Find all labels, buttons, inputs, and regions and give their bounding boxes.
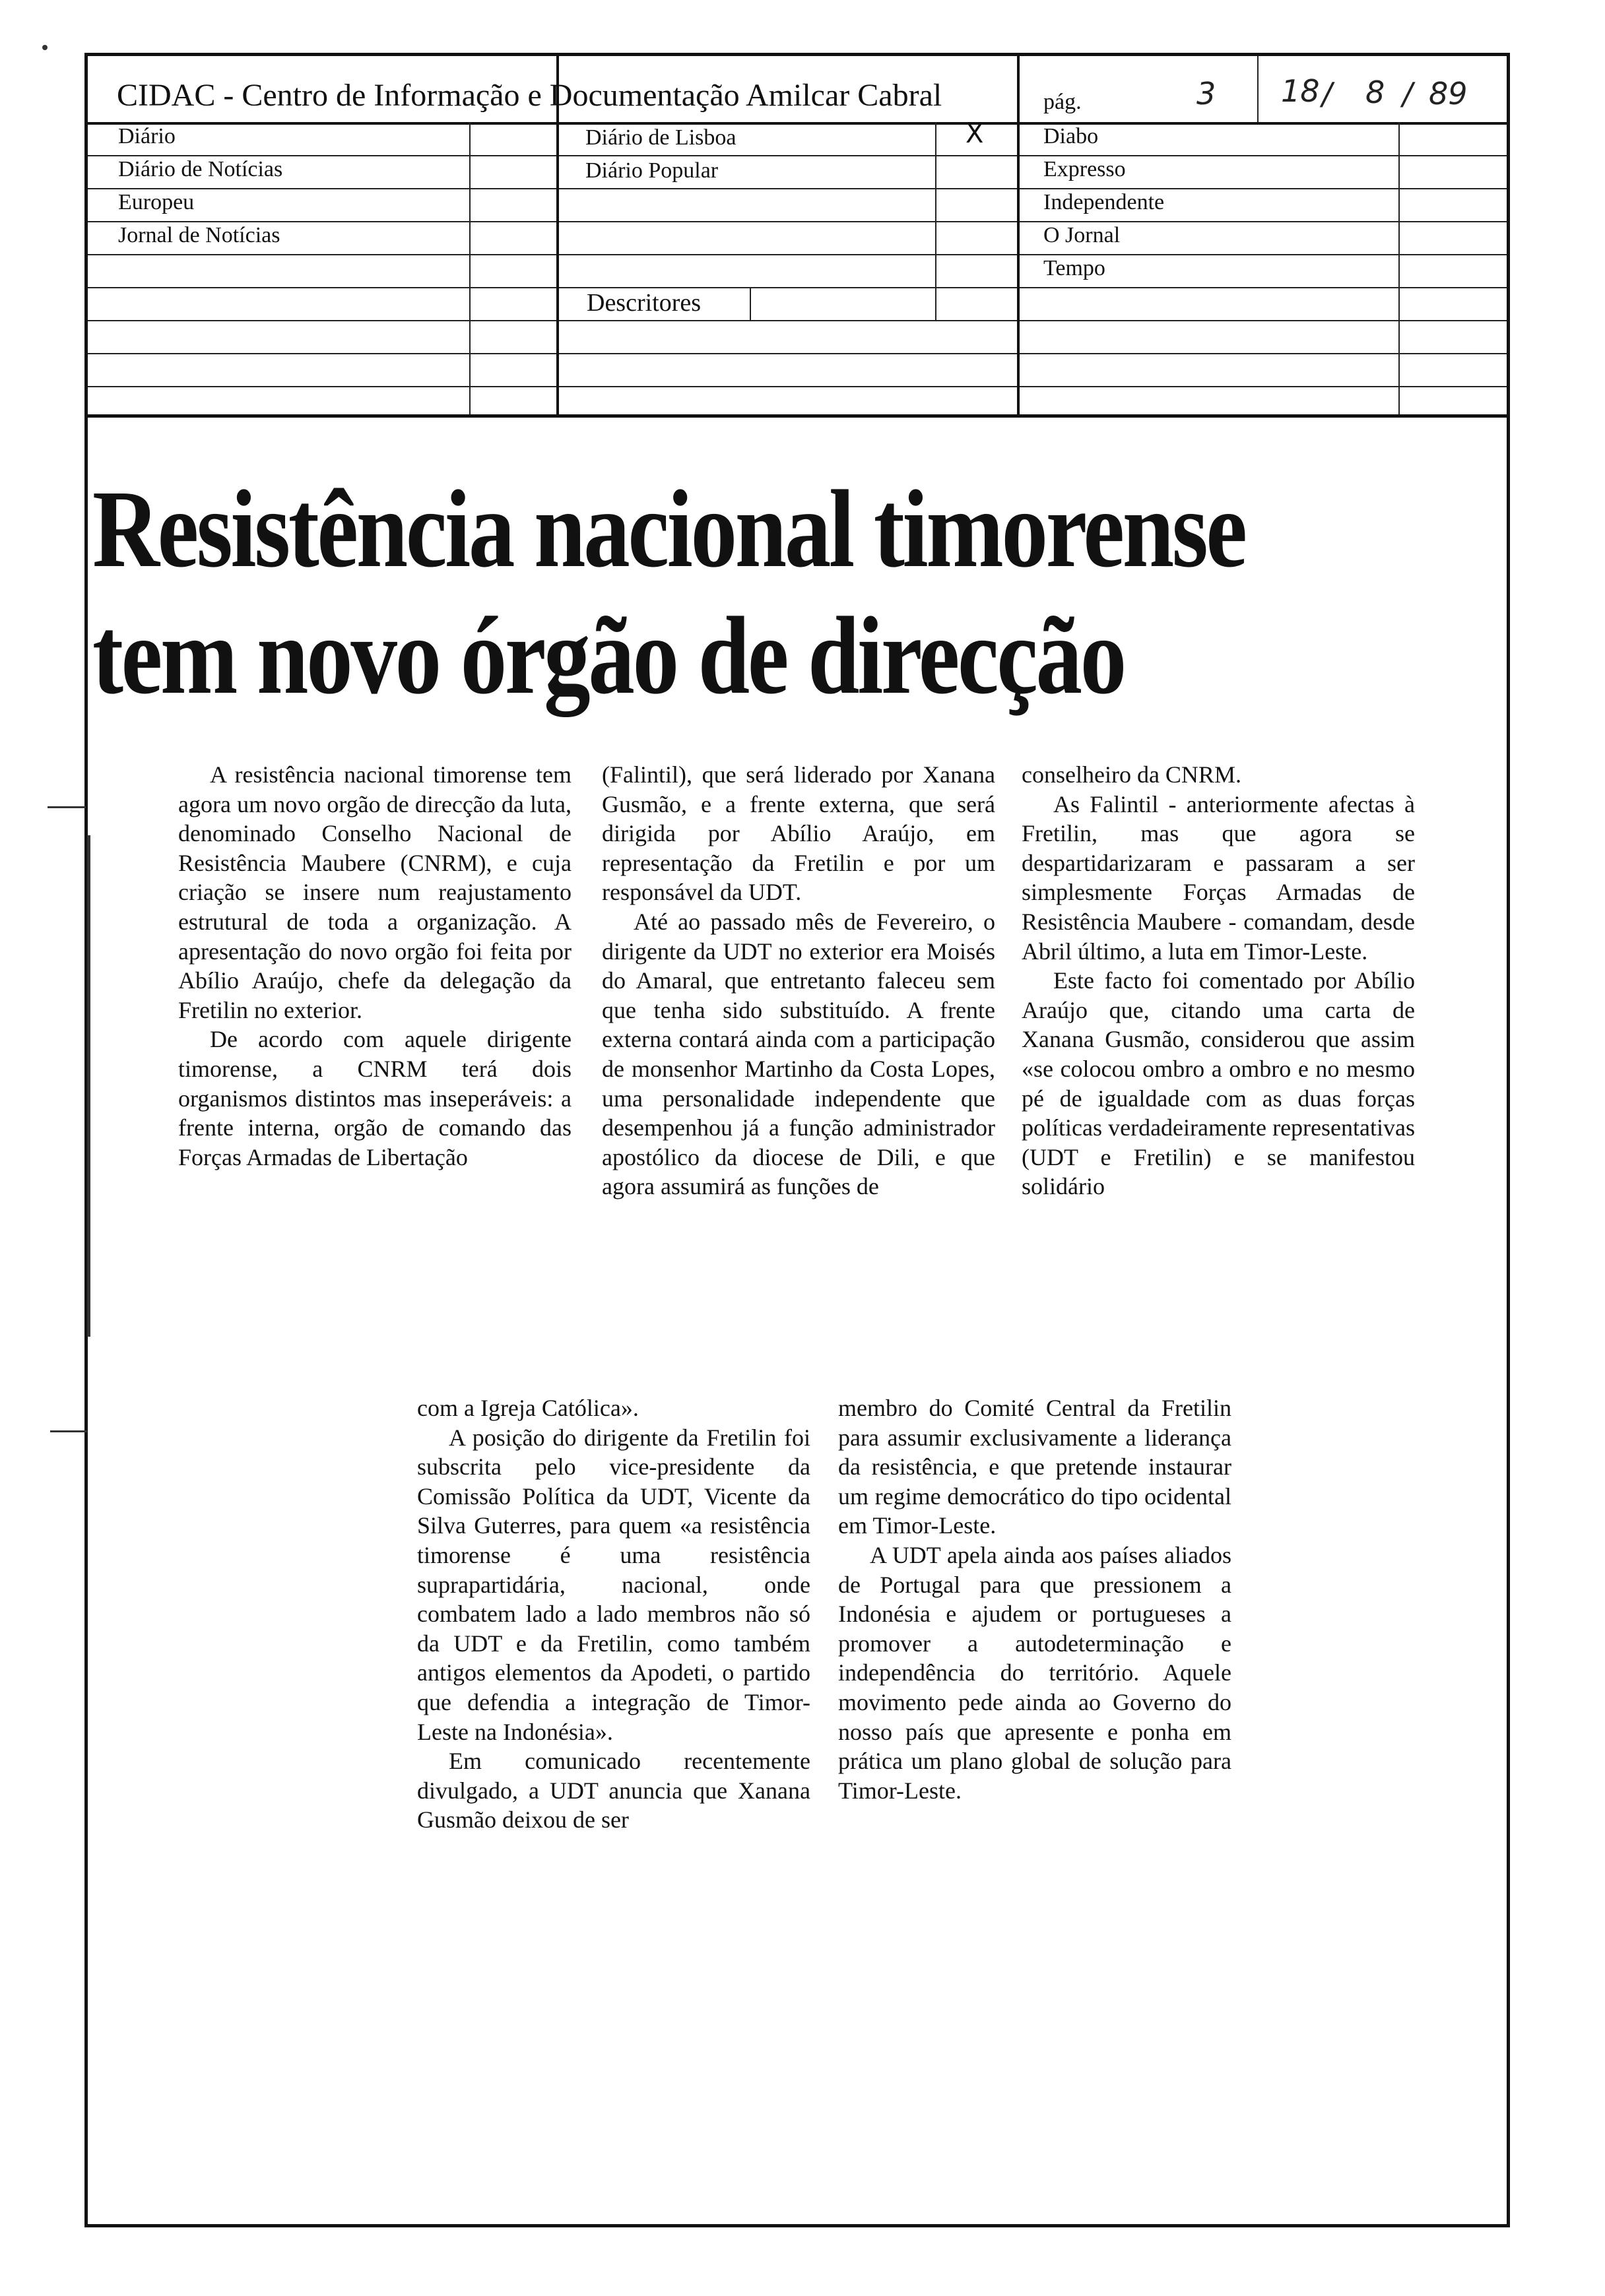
paragraph: (Falintil), que será liderado por Xanana Gusmão, e a frente externa, que será dirigida por Abílio Araújo, em representação da Fretilin e por um responsável da UDT. bbox=[602, 761, 995, 906]
page-number: 3 bbox=[1196, 76, 1216, 112]
source-jornal-de-noticias: Jornal de Notícias bbox=[118, 223, 280, 247]
source-expresso: Expresso bbox=[1043, 157, 1126, 181]
article-column-5 bbox=[838, 1393, 1231, 1805]
source-o-jornal: O Jornal bbox=[1043, 223, 1121, 247]
paragraph: com a Igreja Católica». bbox=[417, 1395, 639, 1421]
paragraph: conselheiro da CNRM. bbox=[1022, 761, 1241, 788]
article-column-1 bbox=[178, 760, 572, 1172]
date-year: 89 bbox=[1429, 76, 1468, 112]
paragraph: A resistência nacional timorense tem agora um novo orgão de direcção da luta, denominado Conselho Nacional de Resistência Maubere (CNRM), e cuja criação se insere num reajustamento estrutural de toda a organização. A apresentação do novo orgão foi feita por Abílio Araújo, chefe da delegação da Fretilin no exterior. bbox=[178, 761, 572, 1023]
scan-mark bbox=[48, 806, 86, 808]
date-separator: / bbox=[1402, 76, 1413, 112]
source-diario-de-noticias: Diário de Notícias bbox=[118, 157, 283, 181]
date-day: 18 bbox=[1281, 73, 1320, 109]
paragraph: Em comunicado recentemente divulgado, a UDT anuncia que Xanana Gusmão deixou de ser bbox=[417, 1748, 810, 1834]
source-diario-popular: Diário Popular bbox=[585, 158, 719, 183]
article-column-4 bbox=[417, 1393, 810, 1835]
source-diario-de-lisboa: Diário de Lisboa bbox=[585, 125, 737, 150]
scan-mark bbox=[87, 835, 90, 1337]
date-month: 8 bbox=[1365, 75, 1385, 110]
source-europeu: Europeu bbox=[118, 190, 195, 214]
source-tempo: Tempo bbox=[1043, 256, 1105, 280]
paragraph: membro do Comité Central da Fretilin para assumir exclusivamente a liderança da resistência, e que pretende instaurar um regime democrático do tipo ocidental em Timor-Leste. bbox=[838, 1395, 1231, 1539]
source-diabo: Diabo bbox=[1043, 124, 1099, 148]
article-headline bbox=[92, 466, 1257, 719]
source-independente: Independente bbox=[1043, 190, 1165, 214]
paragraph: De acordo com aquele dirigente timorense, a CNRM terá dois organismos distintos mas inseperáveis: a frente interna, orgão de comando das Forças Armadas de Libertação bbox=[178, 1026, 572, 1170]
date-separator: / bbox=[1322, 76, 1332, 112]
scan-mark bbox=[42, 45, 48, 50]
paragraph: As Falintil - anteriormente afectas à Fretilin, mas que agora se despartidarizaram e passaram a ser simplesmente Forças Armadas de Resistência Maubere - comandam, desde Abril último, a luta em Timor-Leste. bbox=[1022, 790, 1415, 965]
article-column-3 bbox=[1022, 760, 1415, 1201]
paragraph: A UDT apela ainda aos países aliados de Portugal para que pressionem a Indonésia e ajudem or portugueses a promover a autodeterminação e independência do território. Aquele movimento pede ainda ao Governo do nosso país que apresente e ponha em prática um plano global de solução para Timor-Leste. bbox=[838, 1541, 1231, 1804]
headline-line-1: Resistência nacional timorense bbox=[92, 468, 1245, 590]
source-diario: Diário bbox=[118, 124, 176, 148]
source-diario-de-lisboa-check: X bbox=[966, 119, 984, 149]
article-column-2 bbox=[602, 760, 995, 1201]
paragraph: Até ao passado mês de Fevereiro, o dirigente da UDT no exterior era Moisés do Amaral, que entretanto faleceu sem que tenha sido substituído. A frente externa contará ainda com a participação de monsenhor Martinho da Costa Lopes, uma personalidade independente que desempenhou já a função administrador apostólico da diocese de Dili, e que agora assumirá as funções de bbox=[602, 908, 995, 1200]
page-label: pág. bbox=[1043, 90, 1082, 114]
headline-line-2: tem novo órgão de direcção bbox=[92, 594, 1125, 717]
archive-header-table bbox=[88, 56, 1507, 418]
descritores-label: Descritores bbox=[587, 289, 702, 317]
paragraph: A posição do dirigente da Fretilin foi subscrita pelo vice-presidente da Comissão Política da UDT, Vicente da Silva Guterres, para quem «a resistência timorense é uma resistência suprapartidária, nacional, onde combatem lado a lado membros não só da UDT e da Fretilin, como também antigos elementos da Apodeti, o partido que defendia a integração de Timor-Leste na Indonésia». bbox=[417, 1424, 810, 1745]
paragraph: Este facto foi comentado por Abílio Araújo que, citando uma carta de Xanana Gusmão, considerou que assim «se colocou ombro a ombro e no mesmo pé de igualdade com as duas forças políticas verdadeiramente representativas (UDT e Fretilin) e se manifestou solidário bbox=[1022, 967, 1415, 1200]
scan-mark bbox=[50, 1430, 87, 1432]
institution-title: CIDAC - Centro de Informação e Documentação Amilcar Cabral bbox=[117, 78, 942, 113]
